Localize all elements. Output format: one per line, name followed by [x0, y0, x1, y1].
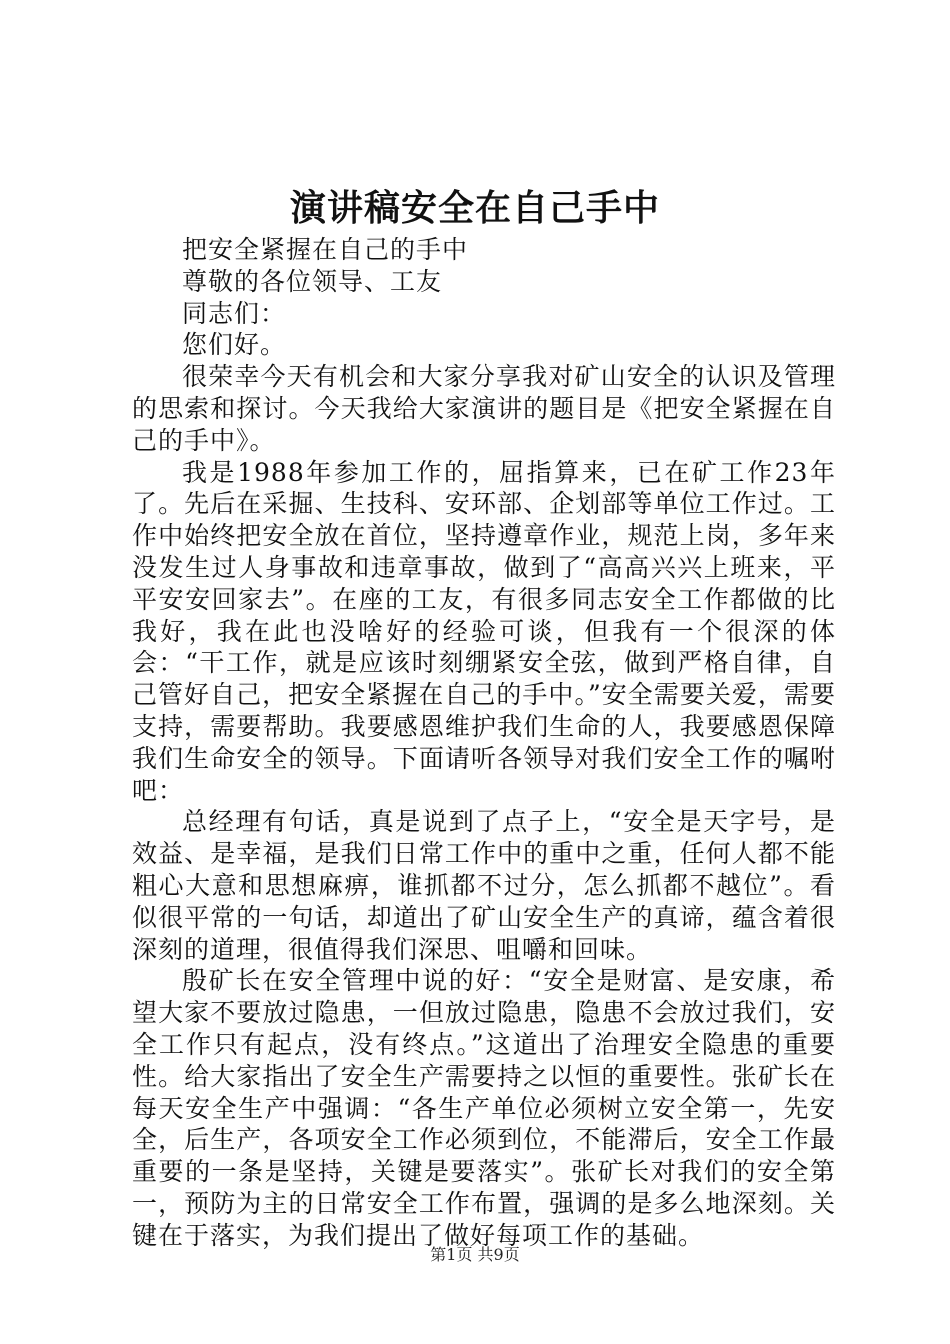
- paragraph-salutation: 尊敬的各位领导、工友: [182, 266, 443, 296]
- paragraph-general-manager: 总经理有句话，真是说到了点子上，“安全是天字号，是效益、是幸福，是我们日常工作中的重中之重，任何人都不能粗心大意和思想麻痹，谁抓都不过分，怎么抓都不越位”。看似很平常的一句话，却道出了矿山安全生产的真谛，蕴含着很深刻的道理，很值得我们深思、咀嚼和回味。: [132, 807, 836, 964]
- paragraph-intro: 很荣幸今天有机会和大家分享我对矿山安全的认识及管理的思索和探讨。今天我给大家演讲的题目是《把安全紧握在自己的手中》。: [132, 362, 836, 455]
- paragraph-experience: 我是1988年参加工作的，屈指算来，已在矿工作23年了。先后在采掘、生技科、安环部、企划部等单位工作过。工作中始终把安全放在首位，坚持遵章作业，规范上岗，多年来没发生过人身事故和违章事故，做到了“高高兴兴上班来，平平安安回家去”。在座的工友，有很多同志安全工作都做的比我好，我在此也没啥好的经验可谈，但我有一个很深的体会：“干工作，就是应该时刻绷紧安全弦，做到严格自律，自己管好自己，把安全紧握在自己的手中。”安全需要关爱，需要支持，需要帮助。我要感恩维护我们生命的人，我要感恩保障我们生命安全的领导。下面请听各领导对我们安全工作的嘱咐吧：: [132, 457, 836, 805]
- document-body: [132, 234, 836, 1252]
- paragraph-mine-directors: 殷矿长在安全管理中说的好：“安全是财富、是安康，希望大家不要放过隐患，一但放过隐患，隐患不会放过我们，安全工作只有起点，没有终点。”这道出了治理安全隐患的重要性。给大家指出了安全生产需要持之以恒的重要性。张矿长在每天安全生产中强调：“各生产单位必须树立安全第一，先安全，后生产，各项安全工作必须到位，不能滞后，安全工作最重要的一条是坚持，关键是要落实”。张矿长对我们的安全第一，预防为主的日常安全工作布置，强调的是多么地深刻。关键在于落实，为我们提出了做好每项工作的基础。: [132, 966, 836, 1250]
- document-title: 演讲稿安全在自己手中: [289, 187, 660, 229]
- page-number-footer: 第1页 共9页: [430, 1245, 520, 1264]
- paragraph-salutation-comrades: 同志们：: [182, 298, 287, 328]
- paragraph-greeting: 您们好。: [182, 330, 287, 360]
- paragraph-subtitle: 把安全紧握在自己的手中: [182, 235, 469, 264]
